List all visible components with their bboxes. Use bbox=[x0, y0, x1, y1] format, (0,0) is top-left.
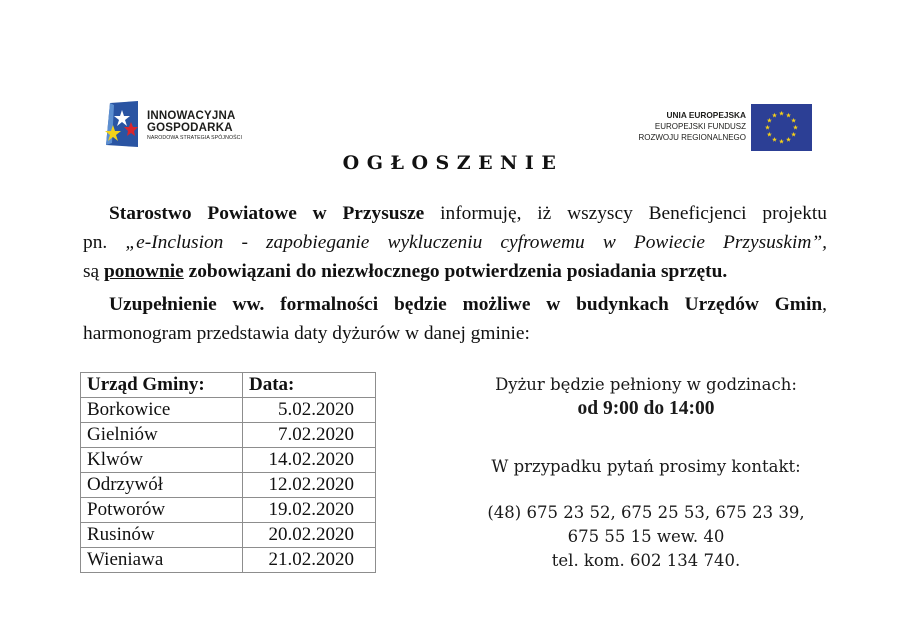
phones-line-2: 675 55 15 wew. 40 bbox=[567, 527, 725, 546]
announcement-paragraph-1 bbox=[83, 199, 827, 286]
logo-line-strategia: NARODOWA STRATEGIA SPÓJNOŚCI bbox=[147, 135, 243, 141]
table-row bbox=[81, 498, 376, 523]
eu-star-icon bbox=[772, 113, 777, 118]
table-row bbox=[81, 398, 376, 423]
date-cell: 14.02.2020 bbox=[243, 448, 376, 473]
eu-star-icon bbox=[791, 132, 796, 137]
eu-flag-icon bbox=[751, 104, 812, 151]
table-row bbox=[81, 473, 376, 498]
eu-star-icon bbox=[772, 137, 777, 142]
announcement-paragraph-2 bbox=[83, 290, 827, 348]
gmina-cell: Borkowice bbox=[81, 398, 243, 423]
eu-star-icon bbox=[767, 118, 772, 123]
eu-logo-line2: EUROPEJSKI FUNDUSZ bbox=[654, 122, 746, 131]
paragraph2-lead: Uzupełnienie ww. formalności będzie możliwe w budynkach Urzędów Gmin bbox=[109, 294, 823, 315]
innowacyjna-gospodarka-emblem-icon bbox=[104, 101, 140, 147]
gmina-cell: Rusinów bbox=[81, 523, 243, 548]
table-row bbox=[81, 448, 376, 473]
eu-logo-line1: UNIA EUROPEJSKA bbox=[666, 110, 746, 120]
page-title: OGŁOSZENIE bbox=[342, 152, 564, 174]
eu-fund-logo bbox=[630, 104, 812, 152]
ponownie-emphasis: ponownie bbox=[104, 261, 184, 282]
date-cell: 12.02.2020 bbox=[243, 473, 376, 498]
eu-star-icon bbox=[779, 139, 784, 144]
paragraph2-comma: , bbox=[822, 294, 827, 315]
gmina-cell: Potworów bbox=[81, 498, 243, 523]
logo-line-innowacyjna: INNOWACYJNA bbox=[147, 110, 236, 122]
gmina-cell: Klwów bbox=[81, 448, 243, 473]
contact-label: W przypadku pytań prosimy kontakt: bbox=[491, 457, 801, 476]
paragraph1-text-a: informuję, iż wszyscy Beneficjenci projektu bbox=[424, 203, 827, 224]
project-name: „e-Inclusion - zapobieganie wykluczeniu cyfrowemu w Powiecie Przysuskim”, bbox=[125, 232, 827, 253]
eu-star-icon bbox=[779, 111, 784, 116]
duty-hours-value: od 9:00 do 14:00 bbox=[577, 398, 715, 419]
schedule-table bbox=[80, 372, 376, 573]
gmina-cell: Gielniów bbox=[81, 423, 243, 448]
eu-star-icon bbox=[786, 137, 791, 142]
table-row bbox=[81, 523, 376, 548]
gmina-cell: Odrzywół bbox=[81, 473, 243, 498]
date-cell: 19.02.2020 bbox=[243, 498, 376, 523]
mobile-phone: tel. kom. 602 134 740. bbox=[551, 551, 741, 570]
phones-line-1: (48) 675 23 52, 675 25 53, 675 23 39, bbox=[487, 503, 805, 522]
logo-line-gospodarka: GOSPODARKA bbox=[147, 122, 233, 134]
eu-logo-line3: ROZWOJU REGIONALNEGO bbox=[638, 133, 746, 142]
eu-star-icon bbox=[765, 125, 770, 130]
paragraph1-text-b: pn. bbox=[83, 232, 126, 253]
table-header-row bbox=[81, 373, 376, 398]
eu-star-icon bbox=[791, 118, 796, 123]
header-date: Data: bbox=[243, 373, 376, 398]
innowacyjna-gospodarka-logo bbox=[104, 101, 264, 149]
date-cell: 5.02.2020 bbox=[243, 398, 376, 423]
eu-star-icon bbox=[767, 132, 772, 137]
duty-hours bbox=[440, 373, 852, 421]
paragraph1-obligation: zobowiązani do niezwłocznego potwierdzenia posiadania sprzętu. bbox=[183, 261, 728, 282]
table-row bbox=[81, 423, 376, 448]
paragraph1-text-c: są bbox=[83, 261, 105, 282]
date-cell: 20.02.2020 bbox=[243, 523, 376, 548]
duty-hours-label: Dyżur będzie pełniony w godzinach: bbox=[495, 375, 797, 394]
date-cell: 7.02.2020 bbox=[243, 423, 376, 448]
gmina-cell: Wieniawa bbox=[81, 548, 243, 573]
starostwo-name: Starostwo Powiatowe w Przysusze bbox=[109, 203, 425, 224]
contact-phones bbox=[440, 501, 852, 573]
date-cell: 21.02.2020 bbox=[243, 548, 376, 573]
header-gmina: Urząd Gminy: bbox=[81, 373, 243, 398]
paragraph2-text-b: harmonogram przedstawia daty dyżurów w danej gminie: bbox=[83, 323, 530, 344]
eu-star-icon bbox=[793, 125, 798, 130]
table-row bbox=[81, 548, 376, 573]
eu-star-icon bbox=[786, 113, 791, 118]
